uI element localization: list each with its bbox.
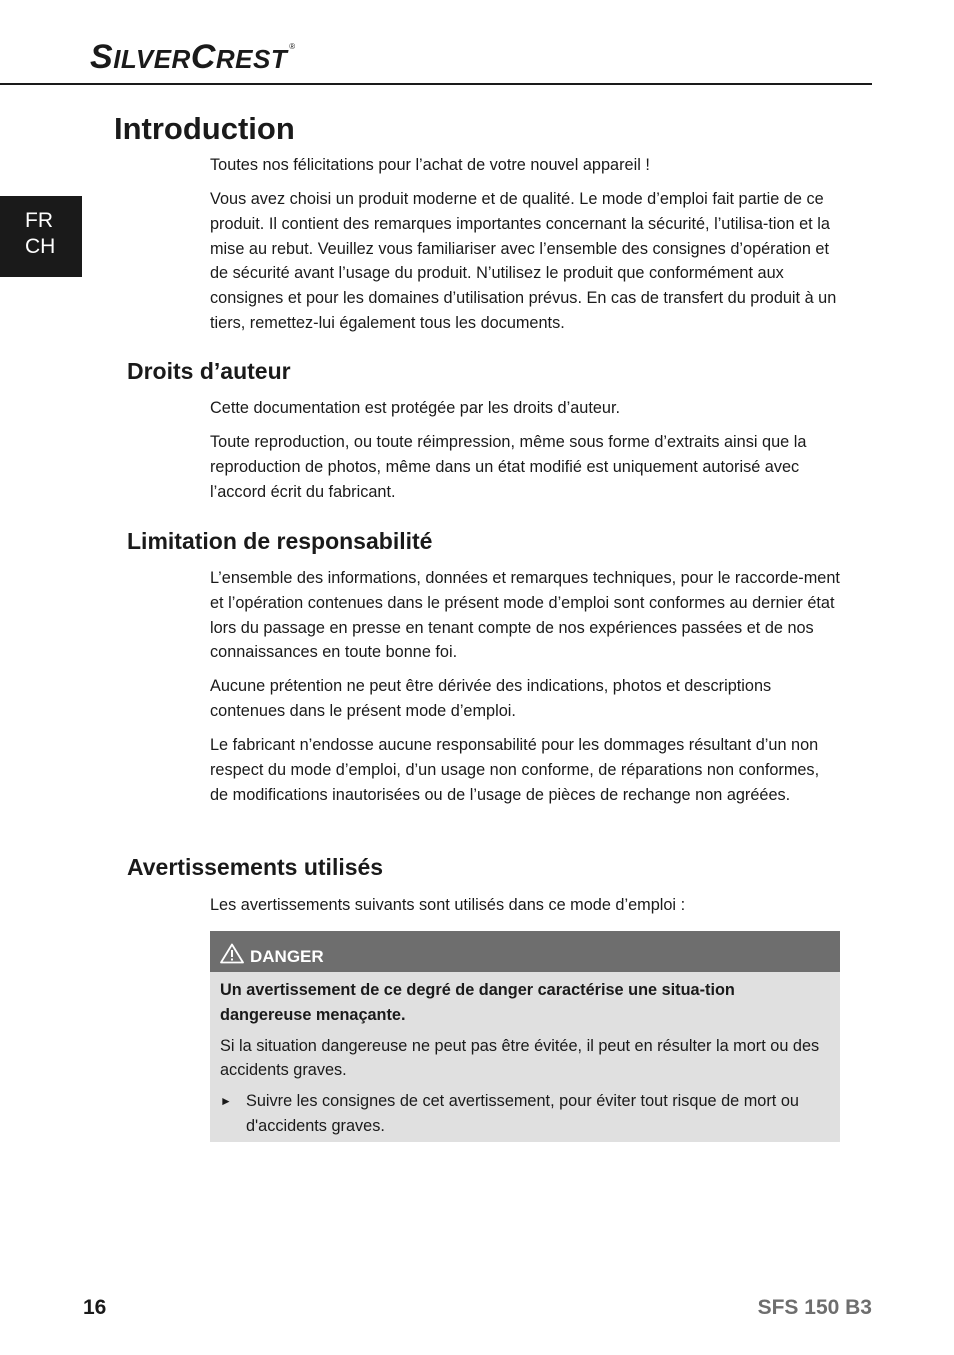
brand-logo: SILVERCREST ® [90,38,296,76]
section-title-copyright: Droits d’auteur [127,358,291,384]
section-title-liability: Limitation de responsabilité [127,528,433,554]
danger-label: DANGER [250,946,324,966]
model-number: SFS 150 B3 [757,1296,872,1319]
danger-warning-bullet-text: Suivre les consignes de cet avertissement, pour éviter tout risque de mort ou d'accidents graves. [246,1092,799,1135]
danger-warning-header [210,931,840,972]
intro-paragraph-1: Toutes nos félicitations pour l’achat de votre nouvel appareil ! [210,156,650,174]
danger-warning-strong: Un avertissement de ce degré de danger caractérise une situa-tion dangereuse menaçante. [220,981,735,1024]
language-tab-line1: FR [25,209,53,232]
danger-warning-text: Si la situation dangereuse ne peut pas être évitée, il peut en résulter la mort ou des accidents graves. [220,1036,820,1080]
copyright-paragraph-1: Cette documentation est protégée par les droits d’auteur. [210,399,620,417]
triangle-right-icon: ► [220,1094,232,1109]
page-number: 16 [83,1296,107,1319]
language-tab [0,196,82,277]
danger-warning-bullet [220,1089,830,1139]
liability-paragraph-2: Aucune prétention ne peut être dérivée des indications, photos et descriptions contenues dans le présent mode d’emploi. [210,677,772,720]
section-title-warnings: Avertissements utilisés [127,854,384,880]
warnings-paragraph-1: Les avertissements suivants sont utilisés dans ce mode d’emploi : [210,896,686,914]
liability-paragraph-1: L’ensemble des informations, données et remarques techniques, pour le raccorde-ment et l’opération contenues dans le présent mode d’emploi sont conformes au dernier état lors du passage en presse en tenant compte de nos expériences passées et de nos connaissances en toute bonne foi. [210,569,840,662]
intro-paragraph-2: Vous avez choisi un produit moderne et de qualité. Le mode d’emploi fait partie de ce produit. Il contient des remarques importantes concernant la sécurité, l’utilisa-tion et la mise au rebut. Veuillez vous familiariser avec l’ensemble des consignes d’opération et de sécurité avant l’usage du produit. N’utilisez le produit que conformément aux consignes et pour les domaines d’utilisation prévus. En cas de transfert du produit à un tiers, remettez-lui également tous les documents. [210,190,837,332]
header-rule [0,83,872,85]
danger-warning-box [210,931,840,1142]
copyright-paragraph-2: Toute reproduction, ou toute réimpression, même sous forme d’extraits ainsi que la reproduction de photos, même dans un état modifié est uniquement autorisé avec l’accord écrit du fabricant. [210,433,807,501]
language-tab-line2: CH [25,235,56,258]
warning-triangle-icon [220,943,244,964]
page-title: Introduction [114,111,295,146]
danger-warning-body [210,972,840,1139]
liability-paragraph-3: Le fabricant n’endosse aucune responsabilité pour les dommages résultant d’un non respect du mode d’emploi, d’un usage non conforme, de réparations non conformes, de modifications inautorisées ou de l’usage de pièces de rechange non agréées. [210,736,820,804]
